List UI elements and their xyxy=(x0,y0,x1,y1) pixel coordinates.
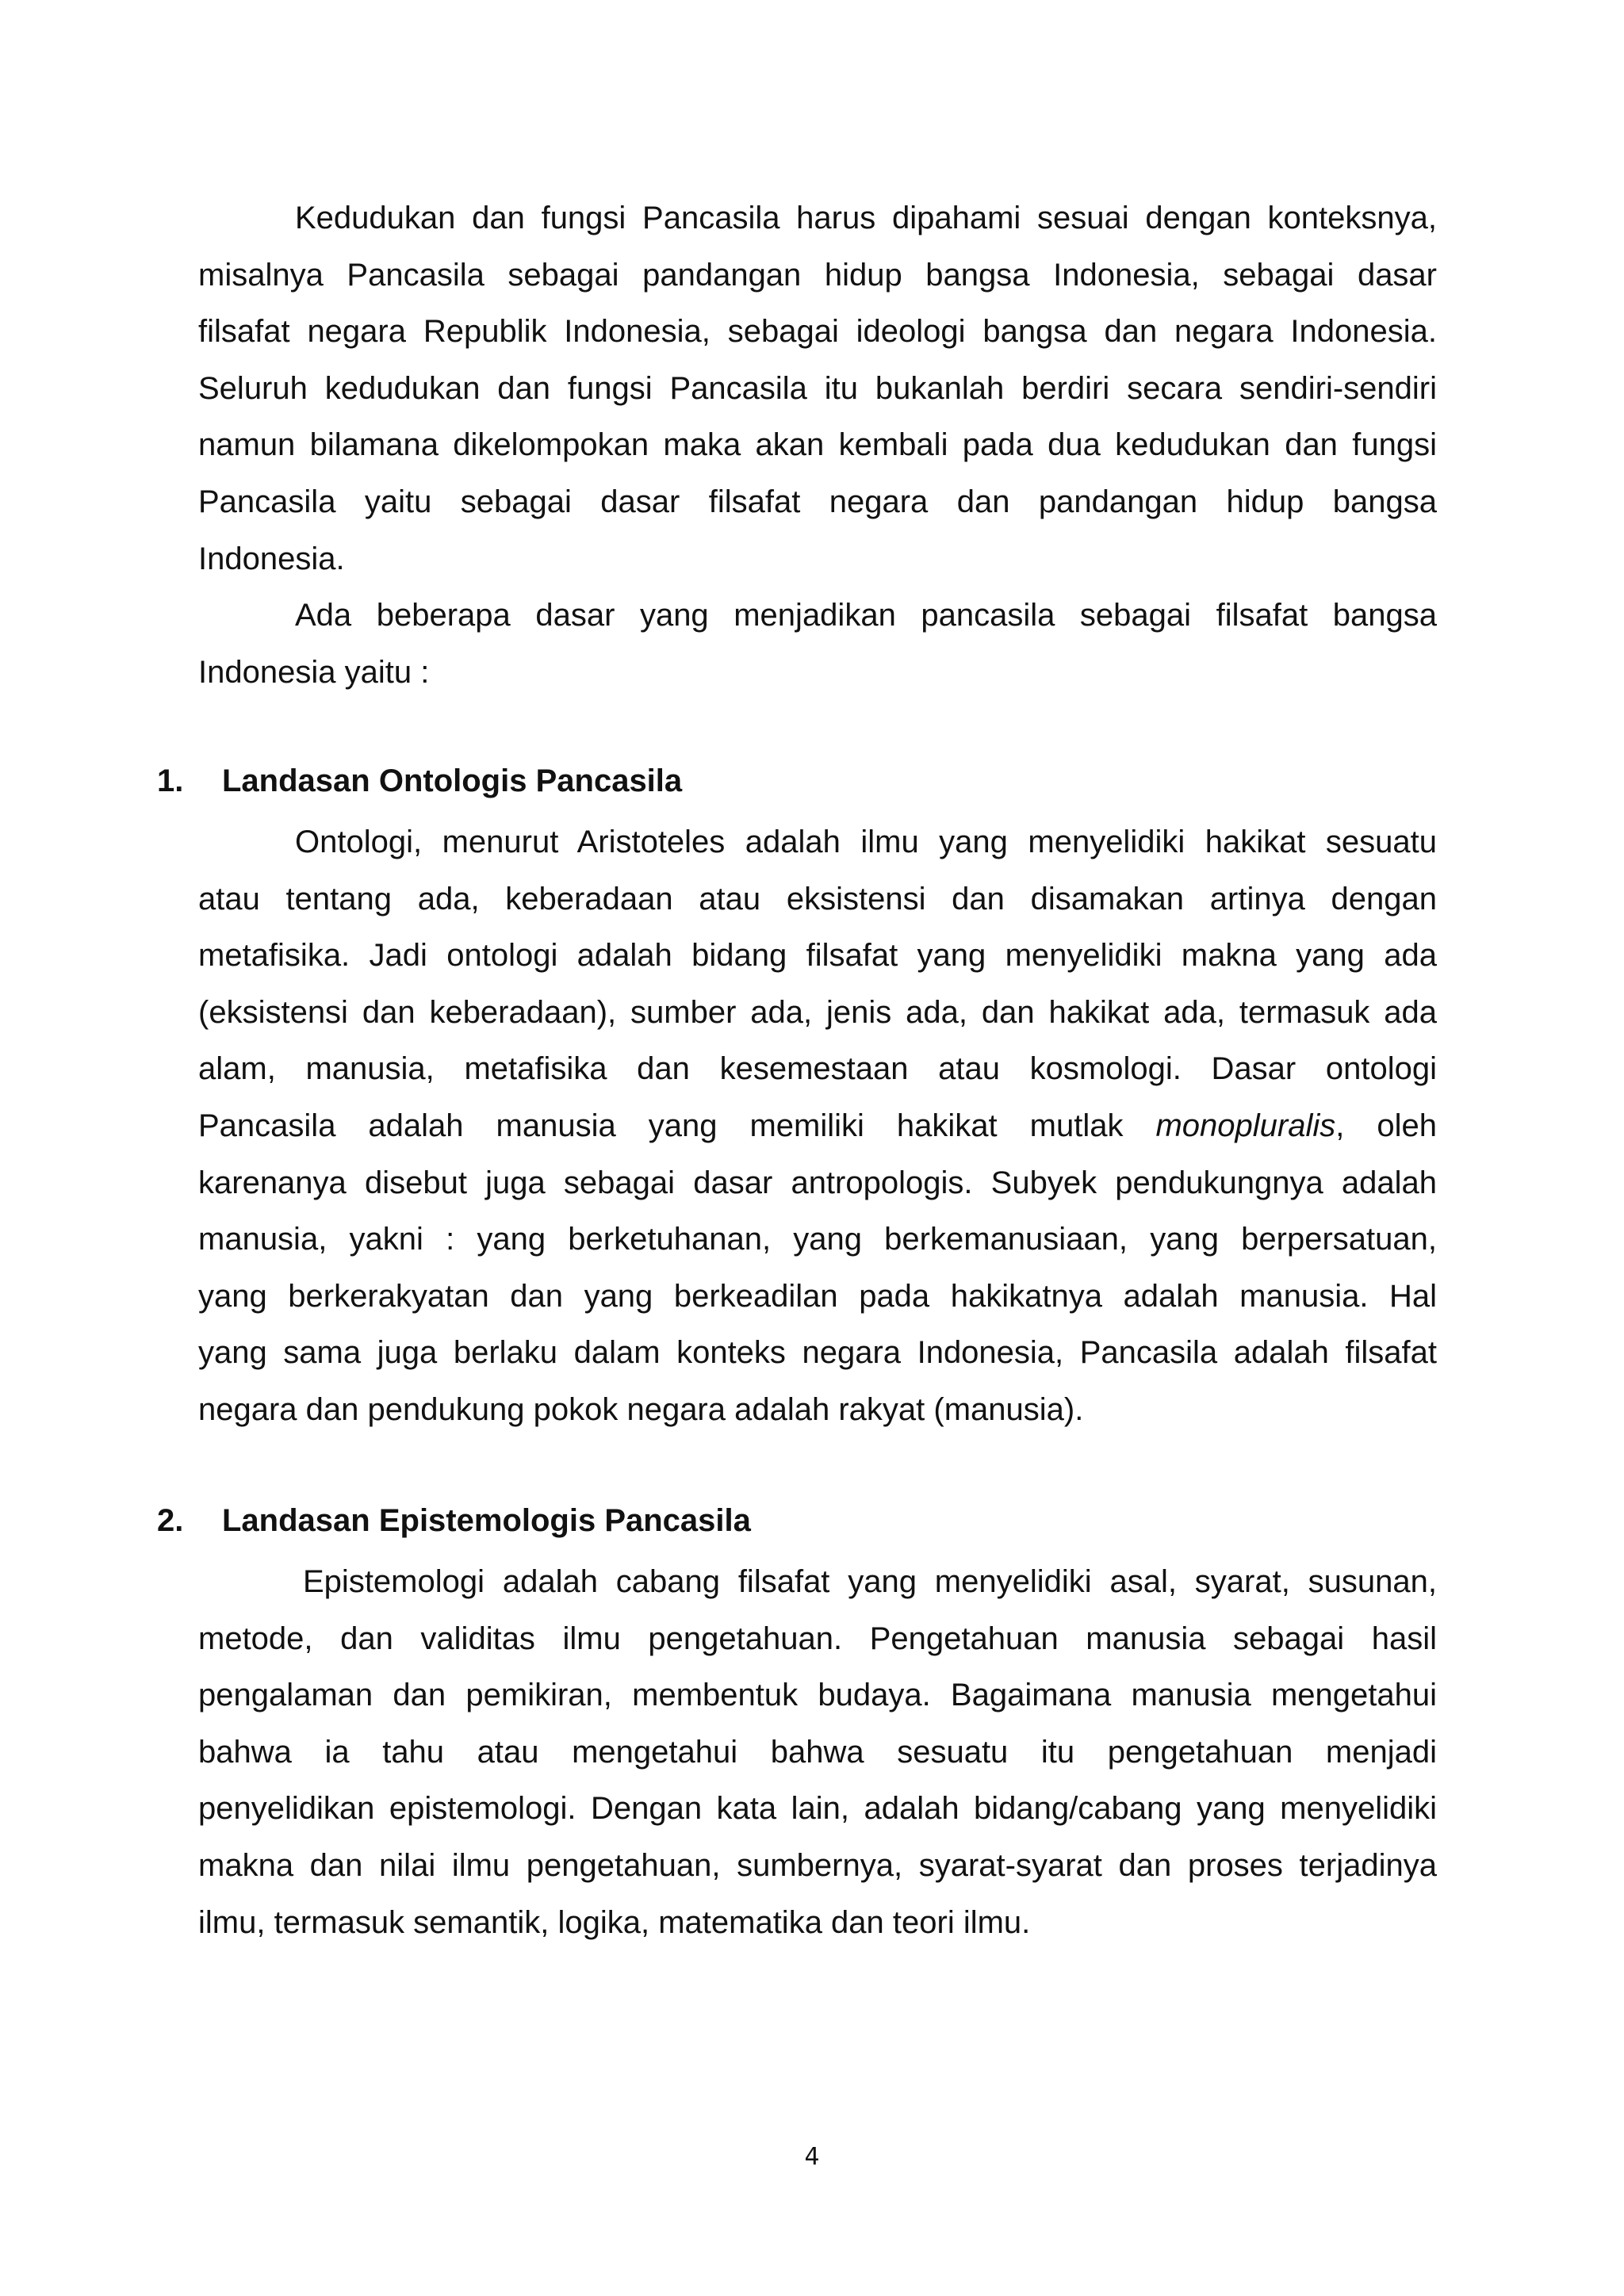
ontologis-line: yang berkerakyatan dan yang berkeadilan pada hakikatnya adalah manusia. Hal xyxy=(198,1278,1437,1314)
section-title: Landasan Epistemologis Pancasila xyxy=(222,1503,751,1538)
epistemologis-line: penyelidikan epistemologi. Dengan kata lain, adalah bidang/cabang yang menyelidiki xyxy=(198,1791,1437,1827)
ontologis-line-monopluralis xyxy=(198,1098,1437,1155)
epistemologis-line: makna dan nilai ilmu pengetahuan, sumbernya, syarat-syarat dan proses terjadinya xyxy=(198,1847,1437,1883)
ontologis-line: karenanya disebut juga sebagai dasar antropologis. Subyek pendukungnya adalah xyxy=(198,1165,1437,1200)
intro-line: Pancasila yaitu sebagai dasar filsafat negara dan pandangan hidup bangsa xyxy=(198,484,1437,519)
page-number: 4 xyxy=(804,2143,820,2171)
intro-line: Indonesia. xyxy=(198,541,345,576)
intro-paragraph xyxy=(198,190,1437,701)
ontologis-line: (eksistensi dan keberadaan), sumber ada, jenis ada, dan hakikat ada, termasuk ada xyxy=(198,994,1437,1030)
ontologis-line: metafisika. Jadi ontologi adalah bidang filsafat yang menyelidiki makna yang ada xyxy=(198,938,1437,974)
epistemologis-line: ilmu, termasuk semantik, logika, matematika dan teori ilmu. xyxy=(198,1904,1031,1940)
intro-line: Indonesia yaitu : xyxy=(198,654,430,690)
epistemologis-line: Epistemologi adalah cabang filsafat yang menyelidiki asal, syarat, susunan, xyxy=(303,1564,1437,1599)
epistemologis-line: pengalaman dan pemikiran, membentuk budaya. Bagaimana manusia mengetahui xyxy=(198,1678,1437,1713)
ontologis-text: Pancasila adalah manusia yang memiliki hakikat mutlak xyxy=(198,1108,1124,1143)
ontologis-line: alam, manusia, metafisika dan kesemestaan atau kosmologi. Dasar ontologi xyxy=(198,1051,1437,1087)
ontologis-line: Ontologi, menurut Aristoteles adalah ilmu yang menyelidiki hakikat sesuatu xyxy=(295,825,1437,859)
intro-line: namun bilamana dikelompokan maka akan kembali pada dua kedudukan dan fungsi xyxy=(198,427,1437,463)
ontologis-line: manusia, yakni : yang berketuhanan, yang berkemanusiaan, yang berpersatuan, xyxy=(198,1222,1437,1257)
ontologis-line: atau tentang ada, keberadaan atau eksistensi dan disamakan artinya dengan xyxy=(198,881,1437,916)
section-number: 2. xyxy=(157,1503,184,1538)
ontologis-text: , oleh xyxy=(1335,1108,1437,1143)
section-heading-epistemologis xyxy=(157,1493,751,1550)
intro-line: Ada beberapa dasar yang menjadikan pancasila sebagai filsafat bangsa xyxy=(295,598,1437,633)
ontologis-paragraph xyxy=(198,814,1437,1439)
intro-line: Seluruh kedudukan dan fungsi Pancasila itu bukanlah berdiri secara sendiri-sendiri xyxy=(198,370,1437,406)
intro-line: filsafat negara Republik Indonesia, sebagai ideologi bangsa dan negara Indonesia. xyxy=(198,314,1437,350)
epistemologis-line: metode, dan validitas ilmu pengetahuan. Pengetahuan manusia sebagai hasil xyxy=(198,1621,1437,1656)
intro-line: Kedudukan dan fungsi Pancasila harus dipahami sesuai dengan konteksnya, xyxy=(295,201,1437,235)
section-title: Landasan Ontologis Pancasila xyxy=(222,763,683,798)
monopluralis-term: monopluralis xyxy=(1155,1108,1336,1143)
epistemologis-paragraph xyxy=(198,1554,1437,1951)
section-number: 1. xyxy=(157,763,184,798)
epistemologis-line: bahwa ia tahu atau mengetahui bahwa sesuatu itu pengetahuan menjadi xyxy=(198,1734,1437,1770)
ontologis-line: negara dan pendukung pokok negara adalah rakyat (manusia). xyxy=(198,1391,1084,1427)
ontologis-line: yang sama juga berlaku dalam konteks negara Indonesia, Pancasila adalah filsafat xyxy=(198,1335,1437,1371)
section-heading-ontologis xyxy=(157,753,682,810)
intro-line: misalnya Pancasila sebagai pandangan hidup bangsa Indonesia, sebagai dasar xyxy=(198,257,1437,293)
